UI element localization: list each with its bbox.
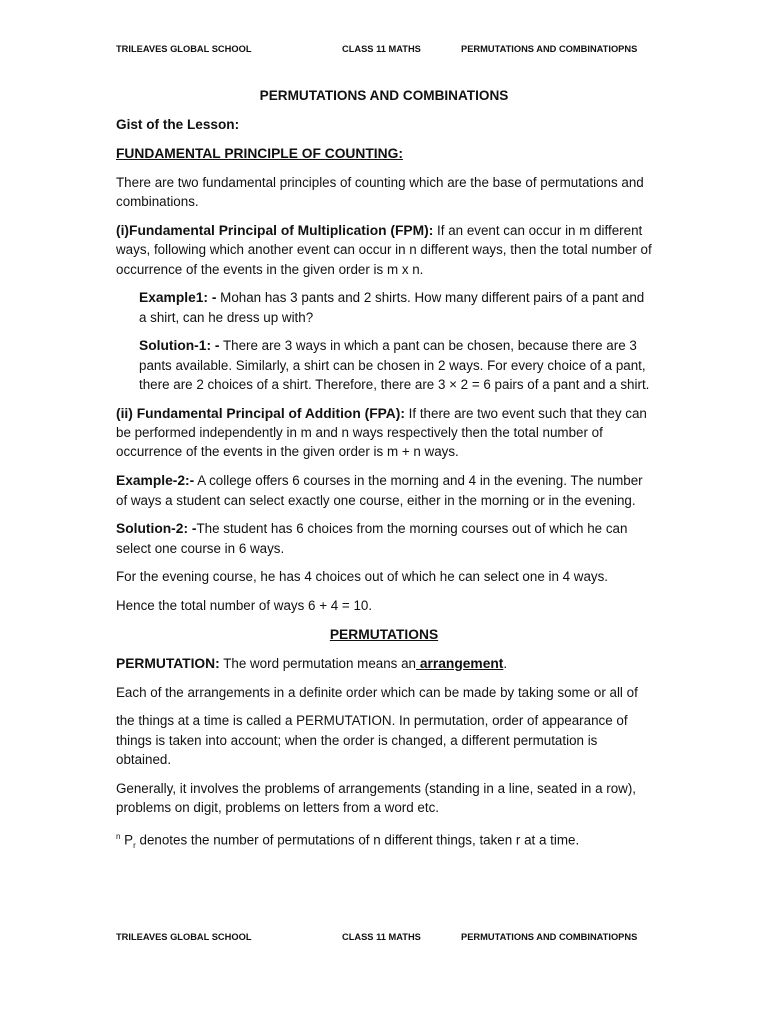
evening-paragraph: For the evening course, he has 4 choices out of which he can select one in 4 ways. <box>116 569 609 585</box>
example1-paragraph <box>116 288 652 327</box>
hence-paragraph: Hence the total number of ways 6 + 4 = 10. <box>116 598 373 614</box>
document-title: PERMUTATIONS AND COMBINATIONS <box>259 88 509 103</box>
header-school: TRILEAVES GLOBAL SCHOOL <box>116 44 252 54</box>
fpm-text: If an event can occur in m different ways, following which another event can occur in n different ways, then the total number of occurrence of the events in the given order is m x n. <box>116 222 652 277</box>
fpa-paragraph <box>116 404 652 462</box>
npr-paragraph <box>116 827 652 855</box>
page-footer <box>0 932 768 946</box>
solution1-label: Solution-1: - <box>139 338 220 354</box>
fpa-heading: (ii) Fundamental Principal of Addition (FPA): <box>116 405 405 421</box>
permutation-text: The word permutation means an <box>219 655 416 671</box>
solution2-label: Solution-2: - <box>116 521 197 537</box>
footer-school: TRILEAVES GLOBAL SCHOOL <box>116 932 252 942</box>
intro-paragraph: There are two fundamental principles of counting which are the base of permutations and combinations. <box>116 174 644 210</box>
solution1-text: There are 3 ways in which a pant can be chosen, because there are 3 pants available. Similarly, a shirt can be chosen in 2 ways. For every choice of a pant, there are 2 choices of a shirt. Therefore, there are 3 × 2 = 6 pairs of a pant and a shirt. <box>139 338 650 393</box>
example1-text: Mohan has 3 pants and 2 shirts. How many different pairs of a pant and a shirt, can he dress up with? <box>139 290 645 325</box>
example2-text: A college offers 6 courses in the morning and 4 in the evening. The number of ways a student can select exactly one course, either in the morning or in the evening. <box>116 473 643 508</box>
permutation-definition <box>116 654 652 673</box>
fpm-heading: (i)Fundamental Principal of Multiplication (FPM): <box>116 222 434 238</box>
permutation-end: . <box>503 655 508 671</box>
each-paragraph: Each of the arrangements in a definite order which can be made by taking some or all of <box>116 684 638 700</box>
footer-subject: PERMUTATIONS AND COMBINATIOPNS <box>461 932 638 942</box>
header-class: CLASS 11 MATHS <box>342 44 421 54</box>
solution1-paragraph <box>116 336 652 394</box>
example1-label: Example1: - <box>139 290 217 306</box>
permutations-heading: PERMUTATIONS <box>329 627 439 643</box>
gist-heading: Gist of the Lesson: <box>116 117 240 133</box>
footer-class: CLASS 11 MATHS <box>342 932 421 942</box>
solution2-text: The student has 6 choices from the morning courses out of which he can select one course in 6 ways. <box>116 521 628 556</box>
fpc-heading: FUNDAMENTAL PRINCIPLE OF COUNTING: <box>116 146 403 162</box>
document-body <box>116 86 652 865</box>
npr-text: denotes the number of permutations of n different things, taken r at a time. <box>135 832 580 848</box>
example2-label: Example-2:- <box>116 473 195 489</box>
example2-paragraph <box>116 471 652 510</box>
arrangement-word: arrangement <box>415 655 504 671</box>
fpm-paragraph <box>116 221 652 279</box>
generally-paragraph: Generally, it involves the problems of arrangements (standing in a line, seated in a row), problems on digit, problems on letters from a word etc. <box>116 780 637 816</box>
solution2-paragraph <box>116 519 652 558</box>
things-paragraph: the things at a time is called a PERMUTATION. In permutation, order of appearance of things is taken into account; when the order is changed, a different permutation is obtained. <box>116 713 628 768</box>
fpa-text: If there are two event such that they can be performed independently in m and n ways respectively then the total number of occurrence of the events in the given order is m + n ways. <box>116 405 647 460</box>
npr-p: P <box>120 832 134 848</box>
npr-n: n <box>116 831 121 841</box>
header-subject: PERMUTATIONS AND COMBINATIOPNS <box>461 44 638 54</box>
permutation-label: PERMUTATION: <box>116 655 220 671</box>
npr-r: r <box>133 841 136 851</box>
page-header <box>0 44 768 58</box>
